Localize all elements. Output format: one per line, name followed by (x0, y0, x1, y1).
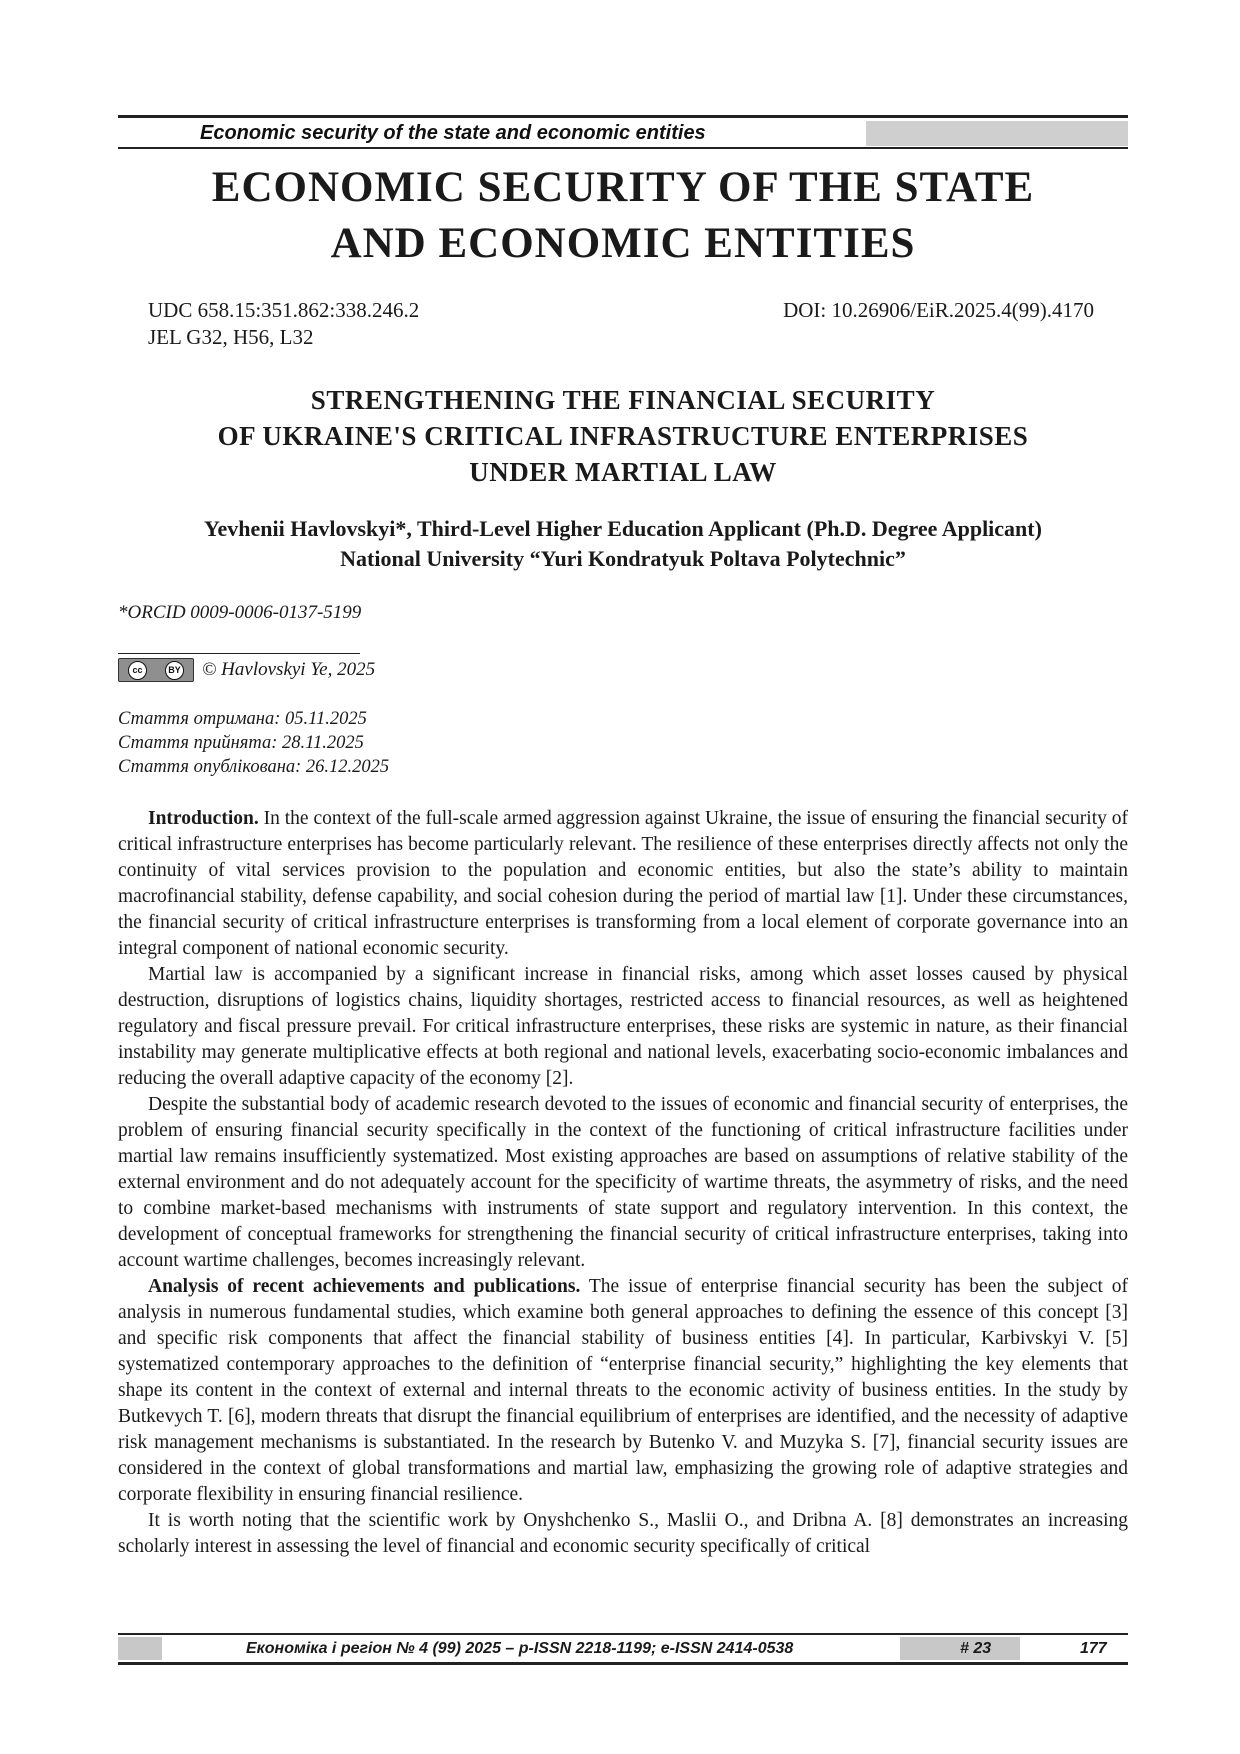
cc-icon: cc (128, 661, 147, 680)
article-title-line-1: STRENGTHENING THE FINANCIAL SECURITY (310, 385, 936, 415)
header-rule-top (118, 115, 1128, 118)
header-rule-bottom (118, 147, 1128, 149)
copyright: © Havlovskyi Ye, 2025 (202, 659, 376, 680)
by-icon: BY (165, 661, 184, 680)
analysis-heading: Analysis of recent achievements and publications. (148, 1276, 581, 1297)
page-number: 177 (1080, 1640, 1107, 1657)
classification-codes (148, 297, 419, 351)
jel-code: JEL G32, H56, L32 (148, 325, 314, 349)
author-affiliation: National University “Yuri Kondratyuk Poltava Polytechnic” (340, 546, 906, 571)
date-received: Стаття отримана: 05.11.2025 (118, 709, 367, 729)
introduction-heading: Introduction. (148, 808, 259, 829)
date-accepted: Стаття прийнята: 28.11.2025 (118, 733, 364, 753)
udc-code: UDC 658.15:351.862:338.246.2 (148, 298, 420, 322)
paragraph-introduction (118, 806, 1128, 962)
cc-by-license-icon (118, 658, 194, 682)
running-header-shade (866, 121, 1128, 146)
paragraph-analysis (118, 1274, 1128, 1508)
section-title (118, 160, 1128, 272)
section-title-line-2: AND ECONOMIC ENTITIES (330, 220, 916, 267)
page-footer (118, 1637, 1128, 1660)
article-title-line-2: OF UKRAINE'S CRITICAL INFRASTRUCTURE ENTERPRISES (217, 421, 1029, 451)
author-block (118, 514, 1128, 574)
doi: DOI: 10.26906/EiR.2025.4(99).4170 (783, 298, 1094, 322)
journal-citation: Економіка і регіон № 4 (99) 2025 – p-ISSN 2218-1199; e-ISSN 2414-0538 (246, 1640, 794, 1657)
article-body (118, 806, 1128, 1560)
paragraph: Despite the substantial body of academic research devoted to the issues of economic and financial security of enterprises, the problem of ensuring financial security specifically in the context of the functioning of critical infrastructure facilities under martial law remains insufficiently systematized. Most existing approaches are based on assumptions of relative stability of the external environment and do not adequately account for the specificity of wartime threats, the asymmetry of risks, and the need to combine market-based mechanisms with instruments of state support and regulatory intervention. In this context, the development of conceptual frameworks for strengthening the financial security of critical infrastructure enterprises, taking into account wartime challenges, becomes increasingly relevant. (118, 1094, 1128, 1271)
introduction-text: In the context of the full-scale armed aggression against Ukraine, the issue of ensuring the financial security of critical infrastructure enterprises has become particularly relevant. The resilience of these enterprises directly affects not only the continuity of vital services provision to the population and economic entities, but also the state’s ability to maintain macrofinancial stability, defense capability, and social cohesion during the period of martial law [1]. Under these circumstances, the financial security of critical infrastructure enterprises is transforming from a local element of corporate governance into an integral component of national economic security. (118, 808, 1128, 959)
running-header (118, 121, 1128, 146)
article-title-line-3: UNDER MARTIAL LAW (469, 457, 777, 487)
footer-shade-left (118, 1637, 162, 1660)
section-title-line-1: ECONOMIC SECURITY OF THE STATE (211, 164, 1035, 211)
article-title (118, 382, 1128, 490)
analysis-text: The issue of enterprise financial security has been the subject of analysis in numerous fundamental studies, which examine both general approaches to defining the essence of this concept [3] and specific risk components that affect the financial stability of business entities [4]. In particular, Karbivskyi V. [5] systematized contemporary approaches to the definition of “enterprise financial security,” highlighting the key elements that shape its content in the context of external and internal threats to the economic activity of business entities. In the study by Butkevych T. [6], modern threats that disrupt the financial equilibrium of enterprises are identified, and the necessity of adaptive risk management mechanisms is substantiated. In the research by Butenko V. and Muzyka S. [7], financial security issues are considered in the context of global transformations and martial law, emphasizing the growing role of adaptive strategies and corporate flexibility in ensuring financial resilience. (118, 1276, 1128, 1505)
orcid: *ORCID 0009-0006-0137-5199 (118, 602, 362, 623)
paragraph: Martial law is accompanied by a significant increase in financial risks, among which asset losses caused by physical destruction, disruptions of logistics chains, liquidity shortages, restricted access to financial resources, as well as heightened regulatory and fiscal pressure prevail. For critical infrastructure enterprises, these risks are systemic in nature, as their financial instability may generate multiplicative effects at both regional and national levels, exacerbating socio-economic imbalances and reducing the overall adaptive capacity of the economy [2]. (118, 964, 1128, 1089)
article-dates (118, 707, 389, 779)
license-line (118, 658, 375, 682)
date-published: Стаття опублікована: 26.12.2025 (118, 757, 390, 777)
author-name: Yevhenii Havlovskyi*, Third-Level Higher Education Applicant (Ph.D. Degree Applicant) (204, 516, 1042, 541)
paragraph: It is worth noting that the scientific work by Onyshchenko S., Maslii O., and Dribna A. [8] demonstrates an increasing scholarly interest in assessing the level of financial and economic security specifically of critical (118, 1510, 1128, 1557)
footer-rule-bottom (118, 1662, 1128, 1665)
footer-rule-top (118, 1633, 1128, 1635)
running-header-title: Economic security of the state and economic entities (200, 122, 706, 144)
license-rule (118, 653, 360, 654)
issue-number: # 23 (960, 1640, 992, 1657)
